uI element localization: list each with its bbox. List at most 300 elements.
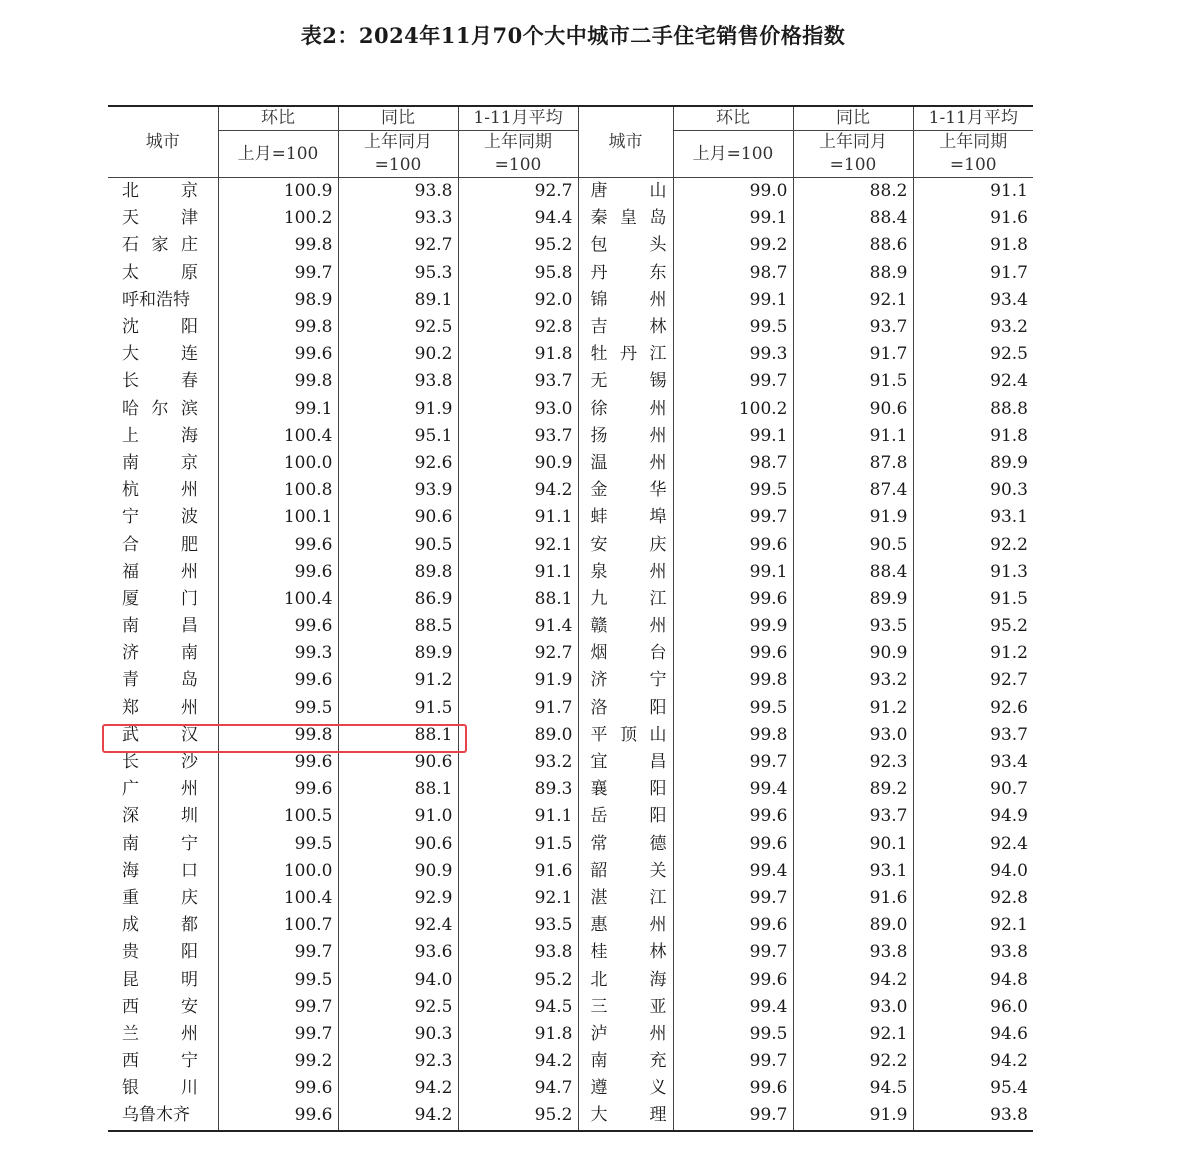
city-cell [108,205,218,232]
mom-cell-right: 99.7 [673,749,793,776]
avg-cell: 91.1 [458,803,578,830]
table-row [108,477,1033,504]
table-row [108,423,1033,450]
city-name: 福 州 [122,561,198,582]
avg-cell: 91.4 [458,613,578,640]
city-cell-right [578,260,673,287]
mom-cell-right: 99.6 [673,803,793,830]
avg-cell-right: 93.8 [913,939,1033,966]
table-row [108,287,1033,314]
table-row [108,586,1033,613]
avg-cell: 91.5 [458,831,578,858]
city-cell-right [578,695,673,722]
city-name: 平 顶 山 [590,724,667,745]
avg-cell-right: 91.7 [913,260,1033,287]
mom-cell-right: 98.7 [673,260,793,287]
city-name: 九 江 [590,588,667,609]
table-row [108,341,1033,368]
city-cell-right [578,667,673,694]
city-cell-right [578,722,673,749]
city-name: 宁 波 [122,507,198,528]
mom-cell-right: 99.6 [673,586,793,613]
city-cell [108,776,218,803]
avg-cell: 91.1 [458,559,578,586]
city-cell [108,450,218,477]
city-cell [108,423,218,450]
yoy-cell-right: 93.7 [793,803,913,830]
city-name: 宜 昌 [590,752,667,773]
yoy-cell: 91.9 [338,396,458,423]
col-header-city: 城市 [108,106,218,178]
avg-cell: 93.2 [458,749,578,776]
yoy-cell-right: 90.9 [793,640,913,667]
city-cell [108,749,218,776]
table-row [108,178,1033,206]
table-row [108,831,1033,858]
yoy-cell: 89.9 [338,640,458,667]
city-cell [108,966,218,993]
table-row [108,314,1033,341]
table-row [108,640,1033,667]
avg-base-line2: =100 [494,155,542,175]
yoy-cell-right: 89.9 [793,586,913,613]
yoy-cell: 94.2 [338,1075,458,1102]
avg-cell: 92.1 [458,885,578,912]
table-row [108,1075,1033,1102]
yoy-cell: 92.4 [338,912,458,939]
col-header-mom-right: 环比 [673,106,793,131]
yoy-cell: 93.8 [338,178,458,206]
avg-cell: 94.5 [458,994,578,1021]
city-cell [108,477,218,504]
mom-cell-right: 99.6 [673,640,793,667]
city-name: 包 头 [590,235,667,256]
table-row [108,531,1033,558]
mom-cell: 99.6 [218,1075,338,1102]
city-cell [108,994,218,1021]
avg-cell-right: 91.6 [913,205,1033,232]
city-cell [108,667,218,694]
mom-cell: 99.5 [218,966,338,993]
mom-cell: 100.8 [218,477,338,504]
mom-cell: 99.6 [218,1102,338,1130]
city-name: 郑 州 [122,697,198,718]
mom-cell: 99.8 [218,368,338,395]
city-cell-right [578,232,673,259]
city-cell-right [578,858,673,885]
mom-cell-right: 99.2 [673,232,793,259]
city-cell-right [578,205,673,232]
mom-cell-right: 99.1 [673,559,793,586]
table-row [108,885,1033,912]
city-name: 大 连 [122,344,198,365]
mom-cell: 99.8 [218,314,338,341]
yoy-cell-right: 91.1 [793,423,913,450]
mom-cell: 100.4 [218,423,338,450]
col-header-mom: 环比 [218,106,338,131]
city-name: 济 宁 [590,670,667,691]
mom-cell-right: 99.7 [673,504,793,531]
mom-cell: 99.7 [218,939,338,966]
city-name: 唐 山 [590,181,667,202]
city-cell-right [578,314,673,341]
mom-cell-right: 99.5 [673,477,793,504]
avg-cell-right: 94.8 [913,966,1033,993]
city-name: 牡 丹 江 [590,344,667,365]
city-name: 泸 州 [590,1023,667,1044]
col-header-yoy: 同比 [338,106,458,131]
avg-cell-right: 93.2 [913,314,1033,341]
avg-cell: 93.0 [458,396,578,423]
mom-cell: 99.3 [218,640,338,667]
city-name: 天 津 [122,208,198,229]
avg-cell-right: 91.2 [913,640,1033,667]
city-name: 济 南 [122,643,198,664]
city-name: 湛 江 [590,887,667,908]
city-cell-right [578,450,673,477]
city-name: 温 州 [590,452,667,473]
avg-cell: 92.1 [458,531,578,558]
yoy-base-line2: =100 [374,155,422,175]
avg-cell-right: 94.9 [913,803,1033,830]
yoy-cell: 90.6 [338,749,458,776]
avg-cell: 93.8 [458,939,578,966]
city-cell-right [578,396,673,423]
city-cell-right [578,1021,673,1048]
city-name: 南 宁 [122,833,198,854]
yoy-cell-right: 87.8 [793,450,913,477]
city-cell [108,586,218,613]
city-name: 呼 和 浩 特 [122,289,190,310]
mom-cell-right: 99.1 [673,205,793,232]
yoy-cell-right: 94.5 [793,1075,913,1102]
city-cell [108,939,218,966]
city-cell [108,1021,218,1048]
city-name: 秦 皇 岛 [590,208,667,229]
avg-cell: 95.2 [458,232,578,259]
city-cell [108,1102,218,1130]
yoy-cell: 93.6 [338,939,458,966]
city-name: 西 安 [122,996,198,1017]
avg-cell: 92.7 [458,178,578,206]
yoy-cell-right: 92.1 [793,1021,913,1048]
mom-cell: 99.7 [218,1021,338,1048]
mom-cell-right: 99.6 [673,531,793,558]
avg-cell-right: 95.2 [913,613,1033,640]
city-name: 银 川 [122,1078,198,1099]
city-cell [108,831,218,858]
avg-base-line1-right: 上年同期 [939,132,1008,152]
avg-cell: 88.1 [458,586,578,613]
mom-cell-right: 99.7 [673,368,793,395]
mom-cell: 99.6 [218,531,338,558]
avg-cell-right: 92.2 [913,531,1033,558]
mom-cell: 99.8 [218,722,338,749]
yoy-cell-right: 93.0 [793,994,913,1021]
city-name: 合 肥 [122,534,198,555]
avg-cell-right: 93.8 [913,1102,1033,1130]
city-name: 南 充 [590,1051,667,1072]
avg-cell-right: 94.0 [913,858,1033,885]
col-subheader-avg [458,131,578,178]
yoy-cell-right: 92.2 [793,1048,913,1075]
col-header-avg-right: 1-11月平均 [913,106,1033,131]
mom-cell-right: 99.9 [673,613,793,640]
yoy-cell: 89.1 [338,287,458,314]
yoy-cell: 92.5 [338,314,458,341]
avg-cell: 93.7 [458,368,578,395]
table-row [108,994,1033,1021]
city-name: 蚌 埠 [590,507,667,528]
yoy-cell-right: 90.1 [793,831,913,858]
city-cell [108,1048,218,1075]
mom-cell: 99.6 [218,667,338,694]
table-row [108,966,1033,993]
highlight-box [102,724,467,753]
city-cell-right [578,423,673,450]
avg-cell-right: 91.3 [913,559,1033,586]
city-cell [108,559,218,586]
avg-cell-right: 91.8 [913,232,1033,259]
col-subheader-mom [218,131,338,178]
city-name: 上 海 [122,425,198,446]
avg-cell-right: 92.5 [913,341,1033,368]
city-name: 北 海 [590,969,667,990]
table-row [108,858,1033,885]
avg-base-line1: 上年同期 [484,132,552,152]
mom-cell-right: 100.2 [673,396,793,423]
city-cell-right [578,559,673,586]
yoy-base-line2-right: =100 [829,155,877,175]
city-name: 桂 林 [590,942,667,963]
avg-cell: 95.2 [458,966,578,993]
table-row [108,613,1033,640]
mom-cell: 100.9 [218,178,338,206]
yoy-cell-right: 90.6 [793,396,913,423]
price-index-table [108,105,1033,1132]
city-cell-right [578,341,673,368]
table-row [108,450,1033,477]
yoy-cell-right: 87.4 [793,477,913,504]
mom-cell: 99.7 [218,994,338,1021]
avg-cell: 91.6 [458,858,578,885]
col-header-yoy-right: 同比 [793,106,913,131]
city-name: 北 京 [122,181,198,202]
city-cell [108,178,218,206]
table-row [108,1102,1033,1130]
city-name: 烟 台 [590,643,667,664]
city-cell-right [578,477,673,504]
yoy-base-line1-right: 上年同月 [819,132,887,152]
yoy-cell-right: 91.5 [793,368,913,395]
yoy-cell: 90.2 [338,341,458,368]
yoy-cell-right: 88.4 [793,559,913,586]
yoy-cell-right: 94.2 [793,966,913,993]
city-cell-right [578,178,673,206]
city-name: 昆 明 [122,969,198,990]
yoy-cell-right: 93.0 [793,722,913,749]
avg-cell-right: 93.4 [913,287,1033,314]
city-cell-right [578,1075,673,1102]
table-row [108,205,1033,232]
table-row [108,1048,1033,1075]
mom-cell: 100.7 [218,912,338,939]
city-cell [108,858,218,885]
city-cell [108,531,218,558]
avg-cell-right: 91.8 [913,423,1033,450]
avg-cell-right: 92.4 [913,368,1033,395]
city-name: 太 原 [122,262,198,283]
city-cell [108,885,218,912]
mom-cell-right: 99.7 [673,939,793,966]
city-name: 三 亚 [590,996,667,1017]
avg-cell: 91.1 [458,504,578,531]
yoy-cell: 94.0 [338,966,458,993]
city-name: 金 华 [590,480,667,501]
mom-cell: 99.6 [218,776,338,803]
city-cell-right [578,994,673,1021]
avg-cell: 94.2 [458,477,578,504]
mom-cell: 100.0 [218,858,338,885]
mom-cell-right: 99.6 [673,966,793,993]
city-cell-right [578,1048,673,1075]
yoy-cell-right: 93.2 [793,667,913,694]
city-cell [108,368,218,395]
mom-cell-right: 98.7 [673,450,793,477]
avg-cell: 92.7 [458,640,578,667]
yoy-cell: 94.2 [338,1102,458,1130]
city-name: 乌 鲁 木 齐 [122,1105,190,1126]
yoy-cell: 89.8 [338,559,458,586]
col-subheader-mom-right [673,131,793,178]
table-row [108,667,1033,694]
mom-cell: 100.4 [218,885,338,912]
city-cell-right [578,287,673,314]
avg-cell-right: 92.4 [913,831,1033,858]
mom-cell-right: 99.4 [673,994,793,1021]
mom-cell: 99.5 [218,831,338,858]
mom-cell: 100.2 [218,205,338,232]
table-row [108,912,1033,939]
table-row [108,695,1033,722]
city-name: 扬 州 [590,425,667,446]
mom-cell-right: 99.8 [673,667,793,694]
city-cell-right [578,368,673,395]
yoy-cell-right: 88.2 [793,178,913,206]
mom-cell: 100.0 [218,450,338,477]
mom-cell-right: 99.8 [673,722,793,749]
avg-cell: 94.4 [458,205,578,232]
table-row [108,232,1033,259]
mom-cell: 100.4 [218,586,338,613]
avg-cell-right: 91.5 [913,586,1033,613]
yoy-cell-right: 92.1 [793,287,913,314]
city-cell-right [578,749,673,776]
yoy-cell: 90.6 [338,504,458,531]
yoy-cell: 91.0 [338,803,458,830]
city-cell-right [578,912,673,939]
mom-cell: 99.7 [218,260,338,287]
city-name: 岳 阳 [590,806,667,827]
mom-cell: 99.6 [218,559,338,586]
mom-cell-right: 99.6 [673,1075,793,1102]
city-cell-right [578,586,673,613]
yoy-cell-right: 93.8 [793,939,913,966]
yoy-cell-right: 91.2 [793,695,913,722]
mom-base-label: 上月=100 [237,143,319,164]
mom-cell-right: 99.3 [673,341,793,368]
city-cell [108,695,218,722]
avg-cell-right: 94.6 [913,1021,1033,1048]
city-cell [108,912,218,939]
avg-cell: 93.7 [458,423,578,450]
avg-cell: 89.3 [458,776,578,803]
avg-cell: 92.8 [458,314,578,341]
avg-cell-right: 94.2 [913,1048,1033,1075]
avg-cell-right: 88.8 [913,396,1033,423]
mom-cell-right: 99.0 [673,178,793,206]
city-name: 西 宁 [122,1051,198,1072]
avg-cell-right: 91.1 [913,178,1033,206]
yoy-cell: 93.3 [338,205,458,232]
city-name: 安 庆 [590,534,667,555]
mom-cell-right: 99.1 [673,287,793,314]
yoy-cell: 92.9 [338,885,458,912]
table-row [108,559,1033,586]
city-cell [108,613,218,640]
city-cell-right [578,885,673,912]
city-name: 广 州 [122,779,198,800]
table-row [108,1021,1033,1048]
city-name: 贵 阳 [122,942,198,963]
mom-cell: 99.6 [218,341,338,368]
avg-cell-right: 92.1 [913,912,1033,939]
col-header-avg: 1-11月平均 [458,106,578,131]
yoy-cell-right: 90.5 [793,531,913,558]
city-cell-right [578,803,673,830]
yoy-cell: 86.9 [338,586,458,613]
city-name: 惠 州 [590,915,667,936]
col-subheader-yoy-right [793,131,913,178]
mom-cell-right: 99.6 [673,912,793,939]
avg-cell-right: 89.9 [913,450,1033,477]
yoy-cell: 92.3 [338,1048,458,1075]
avg-cell-right: 92.8 [913,885,1033,912]
table-row [108,504,1033,531]
table-title: 表2：2024年11月70个大中城市二手住宅销售价格指数 [300,23,846,48]
mom-cell: 100.5 [218,803,338,830]
city-cell [108,504,218,531]
city-cell [108,640,218,667]
city-name: 常 德 [590,833,667,854]
city-cell [108,803,218,830]
yoy-cell: 90.5 [338,531,458,558]
city-name: 吉 林 [590,317,667,338]
city-name: 徐 州 [590,398,667,419]
yoy-cell: 95.3 [338,260,458,287]
mom-cell-right: 99.5 [673,1021,793,1048]
avg-cell: 92.0 [458,287,578,314]
col-subheader-avg-right [913,131,1033,178]
city-cell-right [578,613,673,640]
avg-cell-right: 92.7 [913,667,1033,694]
yoy-cell: 92.6 [338,450,458,477]
mom-cell-right: 99.7 [673,885,793,912]
city-name: 深 圳 [122,806,198,827]
mom-cell-right: 99.4 [673,776,793,803]
yoy-cell-right: 91.7 [793,341,913,368]
mom-cell-right: 99.6 [673,831,793,858]
